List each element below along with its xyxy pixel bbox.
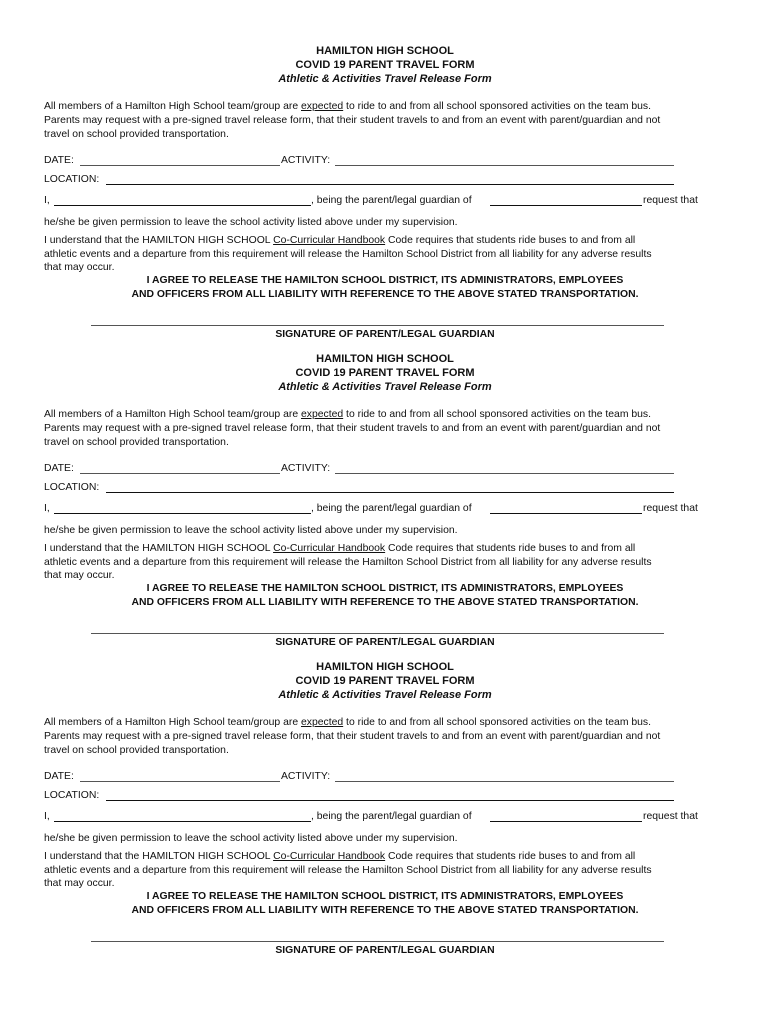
intro-line-1 (44, 100, 651, 113)
date-label: DATE: (44, 155, 74, 166)
activity-label: ACTIVITY: (281, 771, 331, 782)
activity-field[interactable] (335, 473, 674, 474)
intro-line-3: travel on school provided transportation. (44, 129, 229, 140)
agree-line-1: I AGREE TO RELEASE THE HAMILTON SCHOOL DISTRICT, ITS ADMINISTRATORS, EMPLOYEES (146, 891, 624, 902)
school-name: HAMILTON HIGH SCHOOL (316, 661, 454, 673)
permission-text: he/she be given permission to leave the school activity listed above under my supervision. (44, 833, 458, 844)
location-field[interactable] (106, 492, 674, 493)
location-field[interactable] (106, 184, 674, 185)
parent-name-field[interactable] (54, 205, 311, 206)
location-field[interactable] (106, 800, 674, 801)
understand-text: Code requires that students ride buses to and from all (385, 235, 636, 246)
intro-line-1 (44, 408, 651, 421)
location-label: LOCATION: (44, 790, 100, 801)
intro-text: All members of a Hamilton High School team/group are (44, 101, 301, 112)
understand-text: I understand that the HAMILTON HIGH SCHOOL (44, 543, 274, 554)
understand-line-1 (44, 542, 635, 555)
form-title: COVID 19 PARENT TRAVEL FORM (295, 367, 475, 379)
intro-emphasis: expected (301, 409, 344, 420)
travel-release-form-2 (0, 353, 770, 661)
agree-line-1: I AGREE TO RELEASE THE HAMILTON SCHOOL DISTRICT, ITS ADMINISTRATORS, EMPLOYEES (146, 583, 624, 594)
understand-line-2: athletic events and a departure from this requirement will release the Hamilton School District from all liability for any adverse results (44, 865, 652, 876)
guardian-row (44, 810, 704, 824)
understand-line-1 (44, 234, 635, 247)
activity-field[interactable] (335, 781, 674, 782)
form-subtitle: Athletic & Activities Travel Release Form (278, 689, 492, 701)
intro-line-2: Parents may request with a pre-signed travel release form, that their student travels to and from an event with parent/guardian and not (44, 115, 661, 126)
understand-text: I understand that the HAMILTON HIGH SCHOOL (44, 851, 274, 862)
location-row (44, 481, 676, 495)
date-field[interactable] (80, 165, 280, 166)
handbook-reference: Co-Curricular Handbook (273, 235, 386, 246)
understand-line-3: that may occur. (44, 570, 115, 581)
date-label: DATE: (44, 771, 74, 782)
i-label: I, (44, 195, 50, 206)
permission-text: he/she be given permission to leave the school activity listed above under my supervision. (44, 525, 458, 536)
handbook-reference: Co-Curricular Handbook (273, 851, 386, 862)
location-row (44, 173, 676, 187)
i-label: I, (44, 503, 50, 514)
signature-field[interactable] (91, 633, 664, 634)
intro-line-3: travel on school provided transportation. (44, 437, 229, 448)
date-field[interactable] (80, 781, 280, 782)
signature-field[interactable] (91, 325, 664, 326)
agree-line-2: AND OFFICERS FROM ALL LIABILITY WITH REFERENCE TO THE ABOVE STATED TRANSPORTATION. (131, 905, 639, 916)
intro-line-3: travel on school provided transportation. (44, 745, 229, 756)
i-label: I, (44, 811, 50, 822)
travel-release-form-1 (0, 45, 770, 353)
date-field[interactable] (80, 473, 280, 474)
intro-line-2: Parents may request with a pre-signed travel release form, that their student travels to and from an event with parent/guardian and not (44, 731, 661, 742)
intro-text: to ride to and from all school sponsored activities on the team bus. (343, 409, 652, 420)
request-text: request that (643, 195, 698, 206)
handbook-reference: Co-Curricular Handbook (273, 543, 386, 554)
location-row (44, 789, 676, 803)
understand-line-3: that may occur. (44, 878, 115, 889)
signature-label: SIGNATURE OF PARENT/LEGAL GUARDIAN (275, 637, 495, 648)
intro-text: All members of a Hamilton High School team/group are (44, 409, 301, 420)
understand-text: Code requires that students ride buses to and from all (385, 851, 636, 862)
parent-name-field[interactable] (54, 821, 311, 822)
understand-text: I understand that the HAMILTON HIGH SCHOOL (44, 235, 274, 246)
parent-name-field[interactable] (54, 513, 311, 514)
guardian-text: , being the parent/legal guardian of (311, 195, 472, 206)
guardian-text: , being the parent/legal guardian of (311, 503, 472, 514)
travel-release-form-3 (0, 661, 770, 969)
student-name-field[interactable] (490, 205, 642, 206)
understand-line-2: athletic events and a departure from this requirement will release the Hamilton School District from all liability for any adverse results (44, 557, 652, 568)
understand-line-3: that may occur. (44, 262, 115, 273)
request-text: request that (643, 503, 698, 514)
intro-text: to ride to and from all school sponsored activities on the team bus. (343, 717, 652, 728)
guardian-text: , being the parent/legal guardian of (311, 811, 472, 822)
activity-label: ACTIVITY: (281, 155, 331, 166)
form-title: COVID 19 PARENT TRAVEL FORM (295, 59, 475, 71)
intro-emphasis: expected (301, 717, 344, 728)
location-label: LOCATION: (44, 174, 100, 185)
form-subtitle: Athletic & Activities Travel Release Form (278, 73, 492, 85)
location-label: LOCATION: (44, 482, 100, 493)
form-subtitle: Athletic & Activities Travel Release Form (278, 381, 492, 393)
date-activity-row (44, 462, 676, 476)
guardian-row (44, 502, 704, 516)
understand-line-2: athletic events and a departure from this requirement will release the Hamilton School District from all liability for any adverse results (44, 249, 652, 260)
understand-line-1 (44, 850, 635, 863)
agree-line-1: I AGREE TO RELEASE THE HAMILTON SCHOOL DISTRICT, ITS ADMINISTRATORS, EMPLOYEES (146, 275, 624, 286)
intro-line-1 (44, 716, 651, 729)
intro-emphasis: expected (301, 101, 344, 112)
activity-field[interactable] (335, 165, 674, 166)
permission-text: he/she be given permission to leave the school activity listed above under my supervision. (44, 217, 458, 228)
intro-text: to ride to and from all school sponsored activities on the team bus. (343, 101, 652, 112)
signature-field[interactable] (91, 941, 664, 942)
student-name-field[interactable] (490, 821, 642, 822)
request-text: request that (643, 811, 698, 822)
agree-line-2: AND OFFICERS FROM ALL LIABILITY WITH REFERENCE TO THE ABOVE STATED TRANSPORTATION. (131, 289, 639, 300)
agree-line-2: AND OFFICERS FROM ALL LIABILITY WITH REFERENCE TO THE ABOVE STATED TRANSPORTATION. (131, 597, 639, 608)
date-label: DATE: (44, 463, 74, 474)
intro-text: All members of a Hamilton High School team/group are (44, 717, 301, 728)
student-name-field[interactable] (490, 513, 642, 514)
guardian-row (44, 194, 704, 208)
understand-text: Code requires that students ride buses to and from all (385, 543, 636, 554)
date-activity-row (44, 154, 676, 168)
school-name: HAMILTON HIGH SCHOOL (316, 353, 454, 365)
activity-label: ACTIVITY: (281, 463, 331, 474)
intro-line-2: Parents may request with a pre-signed travel release form, that their student travels to and from an event with parent/guardian and not (44, 423, 661, 434)
date-activity-row (44, 770, 676, 784)
signature-label: SIGNATURE OF PARENT/LEGAL GUARDIAN (275, 945, 495, 956)
signature-label: SIGNATURE OF PARENT/LEGAL GUARDIAN (275, 329, 495, 340)
school-name: HAMILTON HIGH SCHOOL (316, 45, 454, 57)
form-title: COVID 19 PARENT TRAVEL FORM (295, 675, 475, 687)
